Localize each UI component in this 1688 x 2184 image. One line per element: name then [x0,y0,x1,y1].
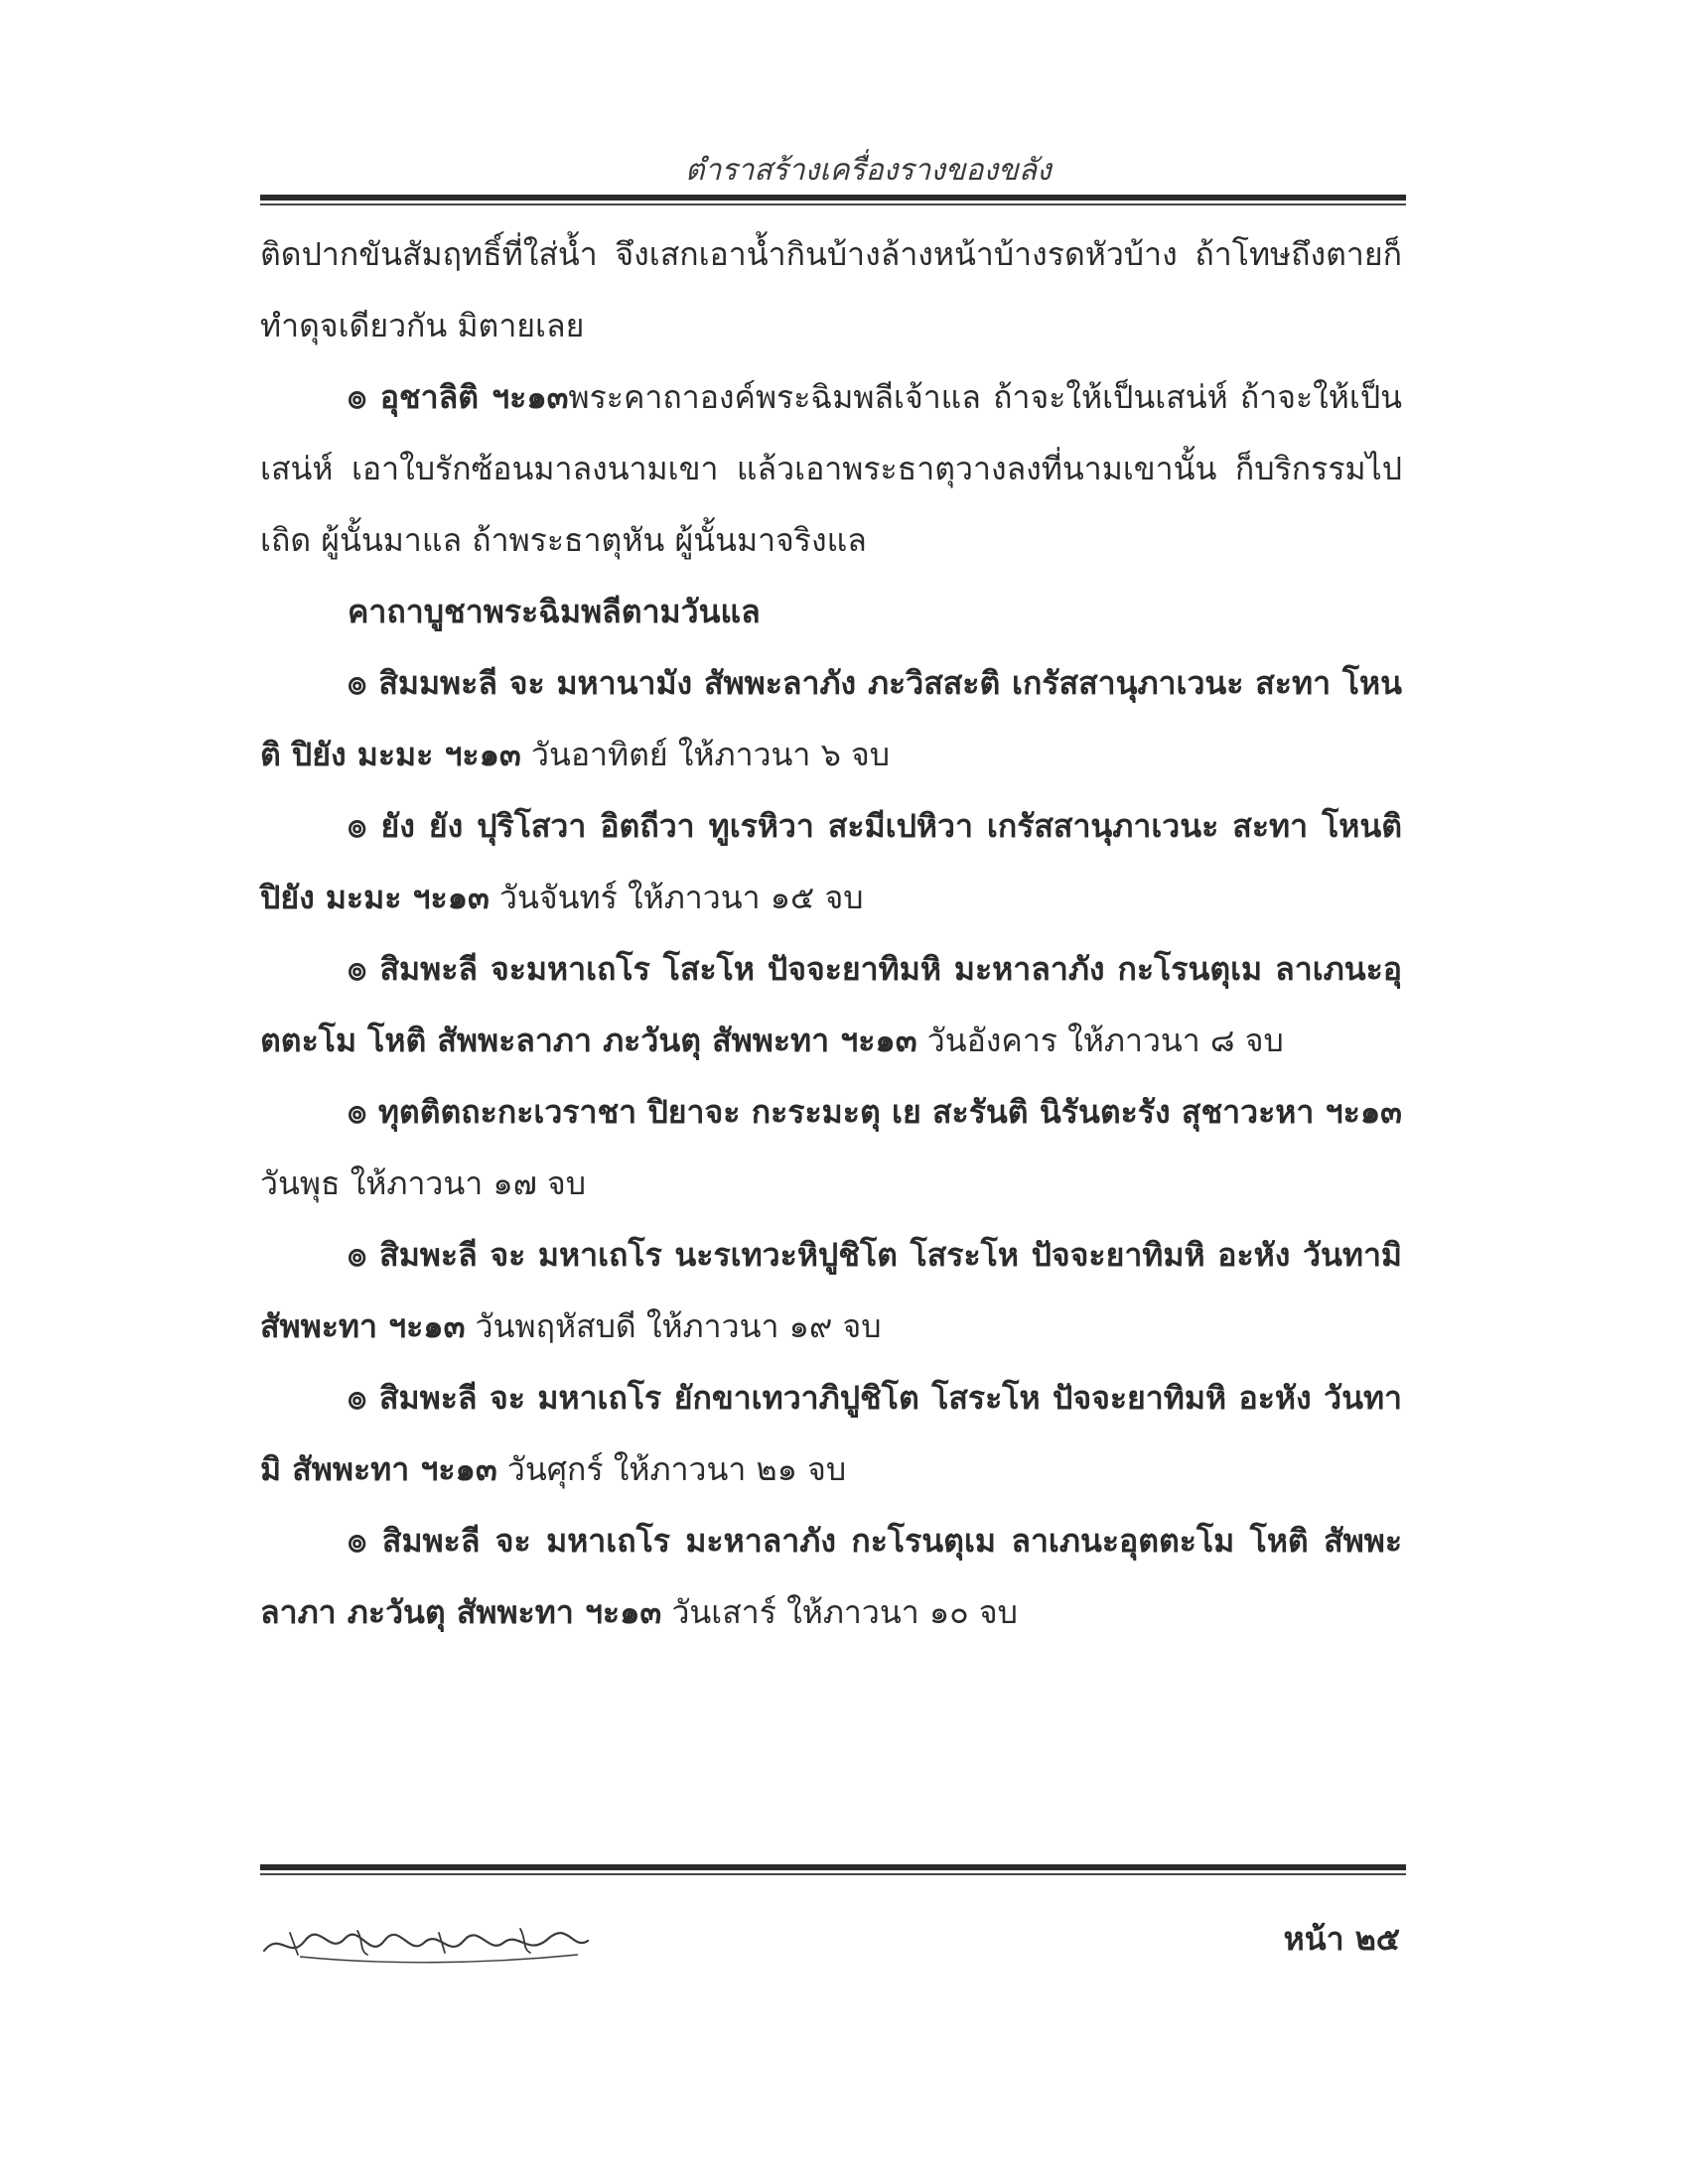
header-rule-thick [260,195,1406,201]
header-rule-thin [260,204,1406,205]
footer-rule-thick [260,1864,1406,1870]
body-text [260,218,1402,1648]
verse-day: วันจันทร์ ให้ภาวนา ๑๕ จบ [499,879,864,916]
paragraph-text: พระคาถาองค์พระฉิมพลีเจ้าแล ถ้าจะให้เป็นเสน่ห์ ถ้าจะให้เป็นเสน่ห์ เอาใบรักซ้อนมาลงนามเขา แล้วเอาพระธาตุวางลงที่นามเขานั้น ก็บริกรรมไปเถิด ผู้นั้นมาแล ถ้าพระธาตุหัน ผู้นั้นมาจริงแล [260,378,1402,559]
verse-day: วันศุกร์ ให้ภาวนา ๒๑ จบ [506,1450,847,1488]
verse-text: ๏ ยัง ยัง ปุริโสวา อิตถีวา ทูเรหิวา สะมีเปหิวา เกรัสสานุภาเวนะ สะทา โหนติ ปิยัง มะมะ ฯะ๑๓ [260,807,1402,916]
verse-day: วันพุธ ให้ภาวนา ๑๗ จบ [260,1164,587,1202]
verse-text: ๏ ทุตติตถะกะเวราชา ปิยาจะ กะระมะตุ เย สะรันติ นิรันตะรัง สุชาวะหา ฯะ๑๓ [348,1093,1402,1131]
verse-thursday [260,1219,1402,1362]
verse-text: ๏ สิมพะลี จะ มหาเถโร ยักขาเทวาภิปูชิโต โสระโห ปัจจะยาทิมหิ อะหัง วันทามิ สัพพะทา ฯะ๑๓ [260,1379,1402,1488]
verse-friday [260,1362,1402,1505]
running-header-title: ตำราสร้างเครื่องรางของขลัง [685,153,1052,188]
verse-monday [260,790,1402,933]
verse-day: วันพฤหัสบดี ให้ภาวนา ๑๙ จบ [475,1307,882,1345]
verse-sunday [260,647,1402,790]
verse-wednesday [260,1076,1402,1219]
verse-day: วันอังคาร ให้ภาวนา ๘ จบ [926,1022,1284,1059]
verse-text: ๏ สิมพะลี จะ มหาเถโร มะหาลาภัง กะโรนตุเม ลาเภนะอุตตะโม โหติ สัพพะลาภา ภะวันตุ สัพพะทา ฯะ๑๓ [260,1522,1402,1631]
paragraph-uchaliti [260,361,1402,576]
page-number: หน้า ๒๕ [1283,1920,1400,1958]
footer-rule-thin [260,1873,1406,1875]
verse-day: วันเสาร์ ให้ภาวนา ๑๐ จบ [671,1593,1018,1631]
verse-text: ๏ สิมพะลี จะมหาเถโร โสะโห ปัจจะยาทิมหิ มะหาลาภัง กะโรนตุเม ลาเภนะอุตตะโม โหติ สัพพะลาภา ภะวันตุ สัพพะทา ฯะ๑๓ [260,950,1402,1059]
signature-image [260,1911,598,1971]
verse-day: วันอาทิตย์ ให้ภาวนา ๖ จบ [530,736,891,773]
verse-text: ๏ สิมพะลี จะ มหาเถโร นะรเทวะหิปูชิโต โสระโห ปัจจะยาทิมหิ อะหัง วันทามิ สัพพะทา ฯะ๑๓ [260,1236,1402,1345]
verse-text: ๏ สิมมพะลี จะ มหานามัง สัพพะลาภัง ภะวิสสะติ เกรัสสานุภาเวนะ สะทา โหนติ ปิยัง มะมะ ฯะ๑๓ [260,664,1402,773]
verse-tuesday [260,933,1402,1076]
verse-saturday [260,1505,1402,1648]
section-heading: คาถาบูชาพระฉิมพลีตามวันแล [348,593,761,630]
paragraph-intro: ติดปากขันสัมฤทธิ์ที่ใส่น้ำ จึงเสกเอาน้ำกินบ้างล้างหน้าบ้างรดหัวบ้าง ถ้าโทษถึงตายก็ทำดุจเดียวกัน มิตายเลย [260,235,1402,344]
verse-lead: ๏ อุชาลิติ ฯะ๑๓ [348,378,569,416]
